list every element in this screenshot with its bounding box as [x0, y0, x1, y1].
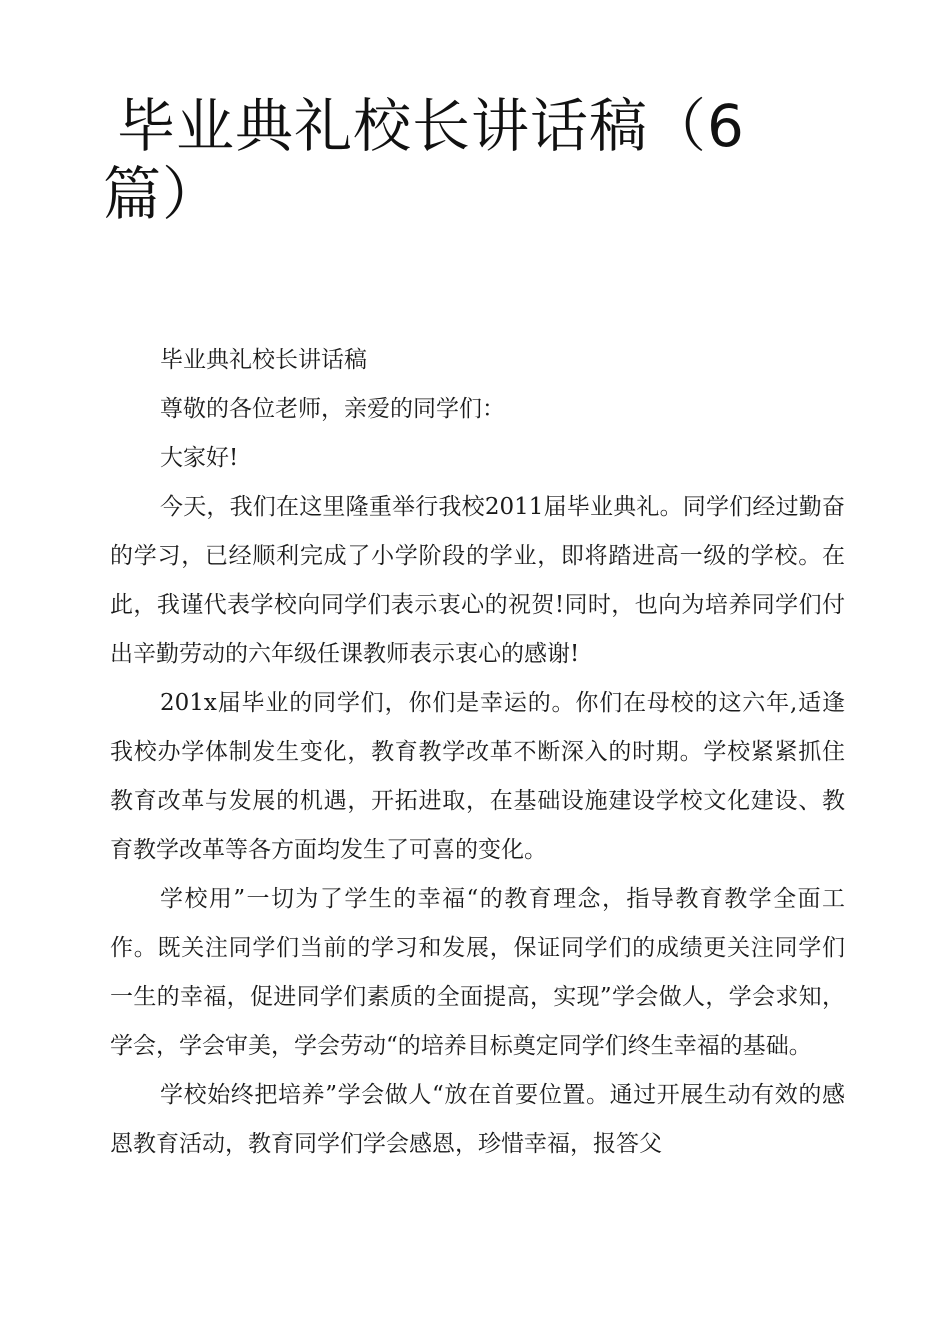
- title-line-2: 篇）: [103, 160, 222, 228]
- paragraph-body: 学校用”一切为了学生的幸福“的教育理念，指导教育教学全面工作。既关注同学们当前的学习和发展，保证同学们的成绩更关注同学们一生的幸福，促进同学们素质的全面提高，实现”学会做人，学会求知，学会，学会审美，学会劳动“的培养目标奠定同学们终生幸福的基础。: [110, 886, 845, 1059]
- document-title: [103, 92, 783, 228]
- paragraph-body: 201x届毕业的同学们，你们是幸运的。你们在母校的这六年,适逢我校办学体制发生变化，教育教学改革不断深入的时期。学校紧紧抓住教育改革与发展的机遇，开拓进取，在基础设施建设学校文化建设、教育教学改革等各方面均发生了可喜的变化。: [110, 690, 845, 863]
- paragraph-greeting: 大家好!: [160, 445, 239, 471]
- document-body: [110, 336, 845, 1169]
- paragraph-heading: 毕业典礼校长讲话稿: [160, 347, 367, 373]
- paragraph-body: 今天，我们在这里隆重举行我校2011届毕业典礼。同学们经过勤奋的学习，已经顺利完成了小学阶段的学业，即将踏进高一级的学校。在此，我谨代表学校向同学们表示衷心的祝贺!同时，也向为培养同学们付出辛勤劳动的六年级任课教师表示衷心的感谢!: [110, 494, 845, 667]
- paragraph-body: 学校始终把培养”学会做人“放在首要位置。通过开展生动有效的感恩教育活动，教育同学们学会感恩，珍惜幸福，报答父: [110, 1082, 845, 1157]
- paragraph-salutation: 尊敬的各位老师，亲爱的同学们：: [160, 396, 505, 422]
- title-line-1: 毕业典礼校长讲话稿（6: [117, 92, 745, 160]
